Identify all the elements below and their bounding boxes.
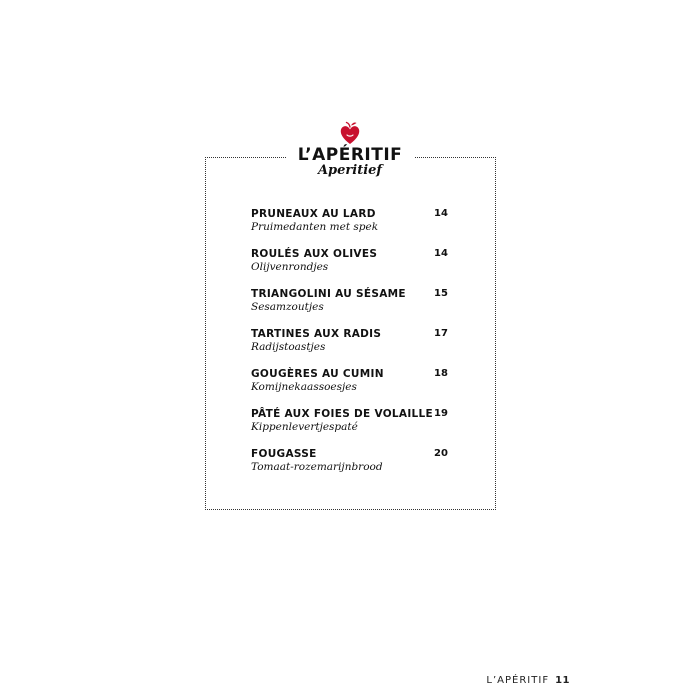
toc-entry-page: 19 [434, 408, 448, 419]
toc-entry[interactable] [251, 207, 451, 243]
toc-entry-title: TARTINES AUX RADIS [251, 328, 382, 340]
toc-entry-title: PÂTÉ AUX FOIES DE VOLAILLE [251, 408, 433, 420]
toc-entry-page: 14 [434, 248, 448, 259]
toc-entry-page: 18 [434, 368, 448, 379]
toc-entry-subtitle: Radijstoastjes [251, 341, 326, 353]
toc-entry-subtitle: Sesamzoutjes [251, 301, 324, 313]
toc-entry[interactable] [251, 247, 451, 283]
toc-entry-subtitle: Tomaat-rozemarijnbrood [251, 461, 383, 473]
toc-entry-subtitle: Pruimedanten met spek [251, 221, 379, 233]
toc-entry[interactable] [251, 447, 451, 483]
toc-entry[interactable] [251, 367, 451, 403]
section-title: L’APÉRITIF [297, 145, 403, 165]
toc-entry-subtitle: Kippenlevertjespaté [251, 421, 358, 433]
toc-entry[interactable] [251, 407, 451, 443]
toc-entry-title: TRIANGOLINI AU SÉSAME [251, 288, 406, 300]
toc-entry-title: GOUGÈRES AU CUMIN [251, 368, 384, 380]
toc-entry[interactable] [251, 287, 451, 323]
toc-entry-title: ROULÉS AUX OLIVES [251, 248, 378, 260]
page-footer [486, 675, 570, 686]
toc-entry[interactable] [251, 327, 451, 363]
toc-entry-subtitle: Komijnekaassoesjes [251, 381, 357, 393]
toc-entry-title: FOUGASSE [251, 448, 317, 460]
toc-entry-title: PRUNEAUX AU LARD [251, 208, 376, 220]
section-subtitle: Aperitief [317, 163, 383, 178]
section-heading [286, 120, 414, 186]
toc-entry-page: 14 [434, 208, 448, 219]
footer-section-name: L’APÉRITIF [486, 675, 550, 686]
footer-page-number: 11 [555, 675, 570, 686]
toc-entry-page: 17 [434, 328, 448, 339]
toc-entry-subtitle: Olijvenrondjes [251, 261, 329, 273]
toc-entry-page: 15 [434, 288, 448, 299]
apple-heart-logo-icon [338, 120, 362, 146]
toc-entry-page: 20 [434, 448, 448, 459]
